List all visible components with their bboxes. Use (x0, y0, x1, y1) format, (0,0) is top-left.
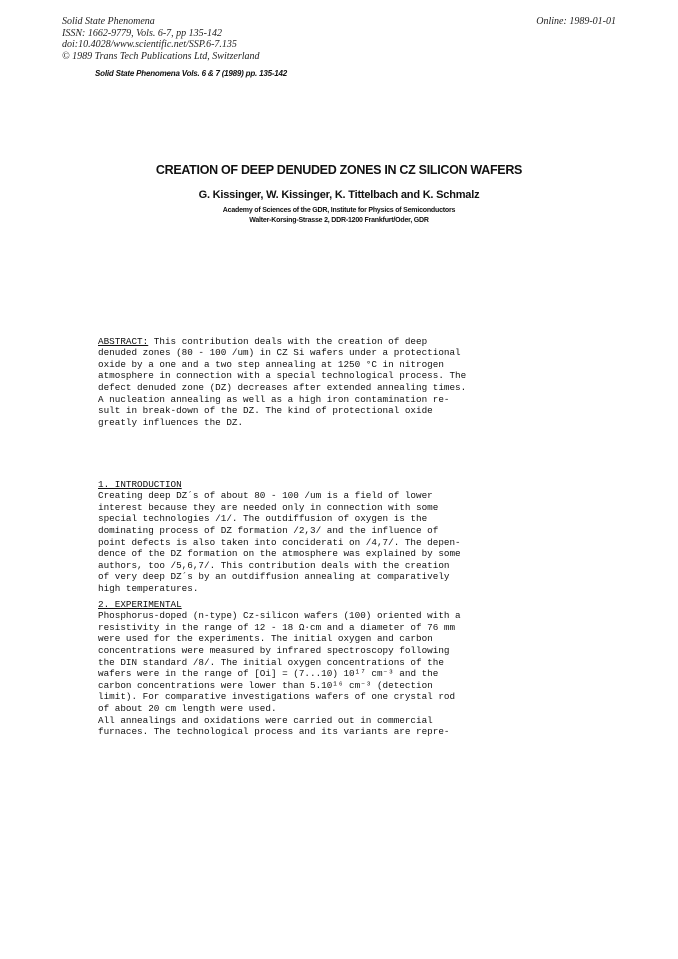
abstract-line: A nucleation annealing as well as a high iron contamination re- (98, 393, 450, 405)
affiliation-line: Academy of Sciences of the GDR, Institute for Physics of Semiconductors (222, 207, 456, 214)
issn: ISSN: 1662-9779, Vols. 6-7, pp 135-142 (62, 27, 222, 39)
introduction-section (98, 467, 461, 606)
introduction-heading: 1. INTRODUCTION (98, 478, 182, 490)
body-line: Creating deep DZ´s of about 80 - 100 /um is a field of lower (98, 490, 433, 502)
body-line: resistivity in the range of 12 - 18 Ω·cm and a diameter of 76 mm (98, 621, 456, 633)
journal-name: Solid State Phenomena (62, 16, 155, 27)
paper-title: CREATION OF DEEP DENUDED ZONES IN CZ SILICON WAFERS (155, 163, 523, 177)
paper-authors: G. Kissinger, W. Kissinger, K. Tittelbach and K. Schmalz (198, 189, 480, 201)
body-line: of about 20 cm length were used. (98, 702, 277, 714)
publication-metadata (62, 16, 260, 62)
body-line: authors, too /5,6,7/. This contribution deals with the creation (98, 559, 450, 571)
online-date: Online: 1989-01-01 (536, 16, 616, 27)
copyright: © 1989 Trans Tech Publications Ltd, Switzerland (62, 50, 260, 62)
abstract-line: atmosphere in connection with a special technological process. The (98, 370, 467, 382)
body-line: limit). For comparative investigations wafers of one crystal rod (98, 691, 456, 703)
body-line: dence of the DZ formation on the atmosphere was explained by some (98, 548, 461, 560)
body-line: high temperatures. (98, 582, 199, 594)
body-line: point defects is also taken into conciderati on /4,7/. The depen- (98, 536, 461, 548)
experimental-section (98, 587, 461, 749)
abstract-line: greatly influences the DZ. (98, 416, 244, 428)
body-line: furnaces. The technological process and its variants are repre- (98, 726, 450, 738)
abstract-line: oxide by a one and a two step annealing at 1250 °C in nitrogen (98, 358, 444, 370)
body-line: All annealings and oxidations were carried out in commercial (98, 714, 433, 726)
abstract-line: denuded zones (80 - 100 /um) in CZ Si wafers under a protectional (98, 347, 461, 359)
abstract-line (98, 336, 466, 348)
abstract-heading: ABSTRACT: (98, 335, 149, 347)
body-line: the DIN standard /8/. The initial oxygen concentrations of the (98, 656, 444, 668)
body-line: wafers were in the range of [Oi] = (7...10) 10¹⁷ cm⁻³ and the (98, 668, 439, 680)
doi[interactable]: doi:10.4028/www.scientific.net/SSP.6-7.135 (62, 39, 237, 50)
abstract-section (98, 324, 466, 440)
journal-line: Solid State Phenomena Vols. 6 & 7 (1989) pp. 135-142 (95, 69, 288, 78)
abstract-line: defect denuded zone (DZ) decreases after extended annealing times. (98, 381, 467, 393)
body-line: were used for the experiments. The initial oxygen and carbon (98, 633, 433, 645)
body-line: concentrations were measured by infrared spectroscopy following (98, 644, 450, 656)
body-line: special technologies /1/. The outdiffusion of oxygen is the (98, 513, 428, 525)
body-line: carbon concentrations were lower than 5.10¹⁶ cm⁻³ (detection (98, 679, 433, 691)
abstract-text: This contribution deals with the creation of deep (148, 335, 428, 347)
experimental-heading: 2. EXPERIMENTAL (98, 598, 182, 610)
affiliation (0, 206, 678, 226)
affiliation-line: Walter-Korsing-Strasse 2, DDR-1200 Frankfurt/Oder, GDR (249, 217, 429, 224)
abstract-line: sult in break-down of the DZ. The kind of protectional oxide (98, 405, 433, 417)
body-line: interest because they are needed only in connection with some (98, 501, 439, 513)
body-line: Phosphorus-doped (n-type) Cz-silicon wafers (100) oriented with a (98, 610, 461, 622)
body-line: of very deep DZ´s by an outdiffusion annealing at comparatively (98, 571, 450, 583)
body-line: dominating process of DZ formation /2,3/ and the influence of (98, 524, 439, 536)
